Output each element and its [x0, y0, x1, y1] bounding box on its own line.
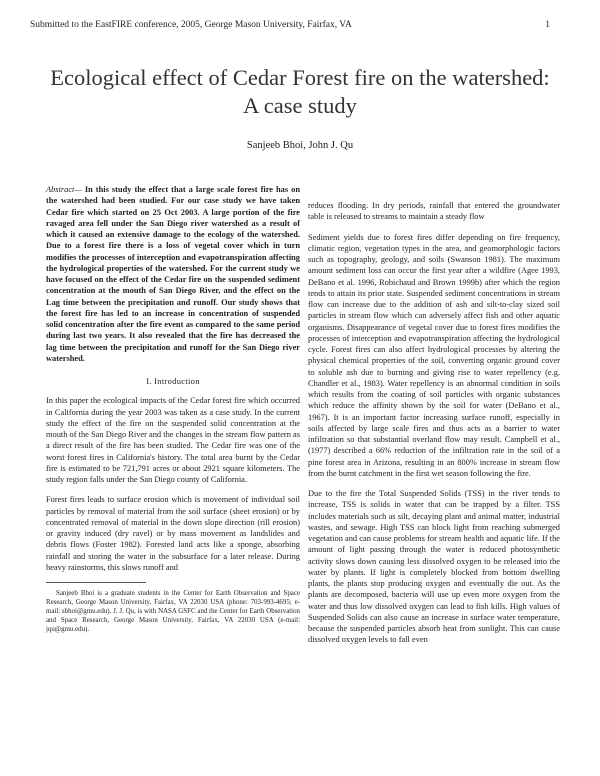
header-text: Submitted to the EastFIRE conference, 2005, George Mason University, Fairfax, VA [30, 20, 352, 30]
paragraph: Forest fires leads to surface erosion which is movement of individual soil particles by removal of material from the soil surface (sheet erosion) or by concentrated removal of material in the down slope direction (rill erosion) or gravity induced (dry ravel) or by mass movement as landslides and debris flows (Foster 1982). Forested land acts like a sponge, absorbing rainfall and storing the water in the subsurface for a later release. During heavy rainstorms, this slows runoff and [46, 495, 300, 572]
paragraph: reduces flooding. In dry periods, rainfall that entered the groundwater table is released to streams to maintain a steady flow [308, 201, 560, 222]
page-number: 1 [545, 20, 550, 30]
abstract-label: Abstract— [46, 185, 82, 194]
left-column [46, 184, 300, 634]
paragraph: Due to the fire the Total Suspended Solids (TSS) in the river tends to increase, TSS is solids in water that can be trapped by a filter. TSS includes materials such as silt, decaying plant and animal matter, industrial wastes, and sewage. High TSS can block light from reaching submerged vegetation and can cause problems for stream health and aquatic life. If the amount of light passing through the water is reduced photosynthetic activity slows down causing less dissolved oxygen to be released into the water by plants. If light is completely blocked from bottom dwelling plants, the plants stop producing oxygen and eventually die out. As the plants are decomposed, bacteria will use up even more oxygen from the water and thus low dissolved oxygen can lead to fish kills. High values of Suspended Solids can also cause an increase in surface water temperature, because the suspended particles absorb heat from sunlight. This can cause dissolved oxygen levels to fall even [308, 489, 560, 645]
abstract-text: In this study the effect that a large scale forest fire has on the watershed had been studied. For our case study we have taken Cedar fire which started on 25 Oct 2003. A large portion of the fire ravaged area fell under the San Diego river watershed as a result of which it caused an extensive damage to the ecology of the watershed. Due to a forest fire there is a loss of vegetal cover which in turn modifies the processes of interception and evapotranspiration affecting the hydrological properties of the watershed. For the current study we have focused on the effect of the Cedar fire on the suspended sediment concentration at the mouth of San Diego River, and the effect on the Lag time between the precipitation and runoff. Our study shows that the forest fire has led to an increase in concentration of suspended solid concentration after the fire event as compared to the same period during last two years. It also revealed that the fire has decreased the lag time between the precipitation and runoff for the San Diego river watershed. [46, 185, 300, 363]
section-heading-introduction: I. Introduction [146, 376, 200, 386]
paragraph: In this paper the ecological impacts of the Cedar forest fire which occurred in California during the year 2003 was taken as a case study. In the current study the effect of the fire on the suspended solid concentration at the mouth of the San Diego River and the changes in the stream flow pattern as a direct result of the fire has been studied. The Cedar fire was one of the worst forest fires in California's history. The total area burnt by the Cedar fire is estimated to be 721,791 acres or about 2921 square kilometers. The study region falls under the San Diego county of California. [46, 396, 300, 484]
footnote-rule [46, 582, 146, 583]
paragraph: Sediment yields due to forest fires differ depending on fire frequency, climatic region, vegetation types in the area, and geomorphologic factors such as topography, geology, and soils (Swanson 1981). The maximum amount sediment loss can occur the first year after a wildfire (Agee 1993, DeBano et al. 1996, Robichaud and Brown 1999b) after which the region tends to attain its prior state. Suspended sediment concentrations in stream flow can increase due to the addition of ash and silt-to-clay sized soil particles in stream flow which can adversely affect fish and other aquatic organisms. Disappearance of vegetal cover due to forest fires modifies the processes of interception and evapotranspiration affecting the hydrological cycle. Forest fires can also affect hydrological processes by altering the physical chemical properties of the soil, converting organic ground cover to soluble ash due to burning and giving rise to water repellency (e.g. Chandler et al., 1983). Water repellency is an abnormal condition in soils which results from the coating of soil particles with organic substances which reduce the affinity shown by the soil for water (DeBano et al., 1967). It is an important factor increasing surface runoff, especially in soils affected by large scale fires and thus acts as a barrier to water infiltration so that substantial overland flow may result. Campbell et al., (1977) described a 66% reduction of the infiltration rate in the soil of a pine forest area in Arizona, resulting in an 800% increase in stream flow from the burnt catchment in the first wet season following the fire. [308, 232, 560, 478]
paper-authors: Sanjeeb Bhoi, John J. Qu [246, 140, 354, 151]
footnote: Sanjeeb Bhoi is a graduate students in the Center for Earth Observation and Space Research, George Mason University, Fairfax, VA 22030 USA (phone: 703-993-4695; e-mail: sbhoi@gmu.edu). J. J. Qu, is with NASA GSFC and the Center for Earth Observation and Space Research, George Mason University, Fairfax, VA 22030 USA (e-mail: jqu@gmu.edu). [46, 590, 300, 633]
paper-title: Ecological effect of Cedar Forest fire on the watershed: A case study [50, 65, 550, 118]
abstract [46, 184, 300, 364]
right-column [308, 200, 560, 655]
running-header [30, 20, 550, 30]
